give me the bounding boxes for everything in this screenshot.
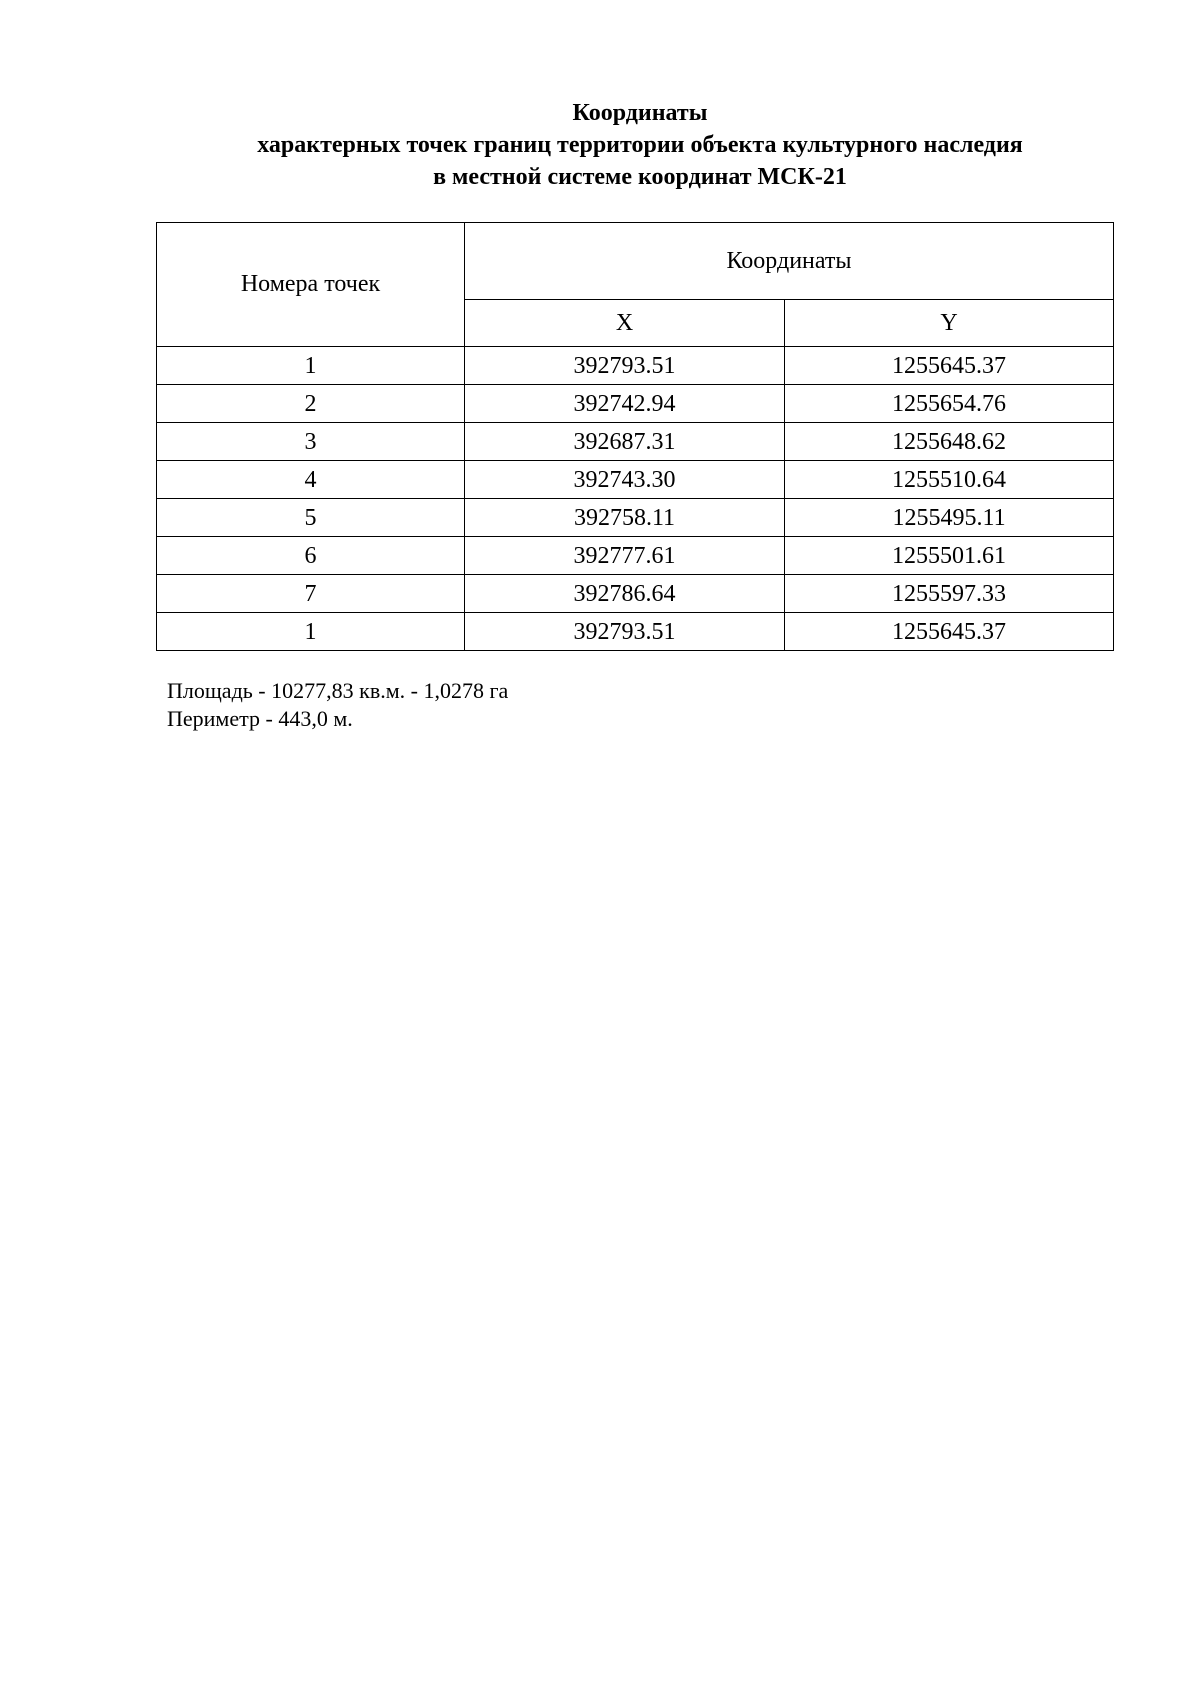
y-coordinate-cell: 1255510.64: [785, 461, 1114, 499]
table-body: [157, 347, 1114, 651]
header-coordinates: Координаты: [465, 223, 1114, 300]
x-coordinate-cell: 392793.51: [465, 347, 785, 385]
point-number-cell: 4: [157, 461, 465, 499]
point-number-cell: 5: [157, 499, 465, 537]
table-row: [157, 461, 1114, 499]
title-line-2: характерных точек границ территории объекта культурного наследия: [257, 132, 1023, 158]
title-line-1: Координаты: [572, 100, 708, 126]
y-coordinate-cell: 1255654.76: [785, 385, 1114, 423]
y-coordinate-cell: 1255501.61: [785, 537, 1114, 575]
coordinates-table: [156, 222, 1114, 651]
point-number-cell: 1: [157, 613, 465, 651]
area-text: Площадь - 10277,83 кв.м. - 1,0278 га: [167, 678, 509, 703]
table-row: [157, 537, 1114, 575]
summary-block: [167, 677, 508, 733]
document-title: [0, 97, 1200, 193]
title-line-3: в местной системе координат МСК-21: [433, 164, 847, 190]
y-coordinate-cell: 1255597.33: [785, 575, 1114, 613]
x-coordinate-cell: 392742.94: [465, 385, 785, 423]
x-coordinate-cell: 392777.61: [465, 537, 785, 575]
y-coordinate-cell: 1255648.62: [785, 423, 1114, 461]
y-coordinate-cell: 1255495.11: [785, 499, 1114, 537]
y-coordinate-cell: 1255645.37: [785, 613, 1114, 651]
x-coordinate-cell: 392687.31: [465, 423, 785, 461]
point-number-cell: 3: [157, 423, 465, 461]
x-coordinate-cell: 392743.30: [465, 461, 785, 499]
table-row: [157, 347, 1114, 385]
point-number-cell: 2: [157, 385, 465, 423]
header-y: Y: [785, 300, 1114, 347]
header-x: X: [465, 300, 785, 347]
perimeter-text: Периметр - 443,0 м.: [167, 706, 353, 731]
table-row: [157, 423, 1114, 461]
point-number-cell: 6: [157, 537, 465, 575]
x-coordinate-cell: 392786.64: [465, 575, 785, 613]
x-coordinate-cell: 392758.11: [465, 499, 785, 537]
point-number-cell: 7: [157, 575, 465, 613]
table-row: [157, 575, 1114, 613]
header-point-numbers: Номера точек: [157, 223, 465, 347]
y-coordinate-cell: 1255645.37: [785, 347, 1114, 385]
table-row: [157, 385, 1114, 423]
point-number-cell: 1: [157, 347, 465, 385]
table-row: [157, 499, 1114, 537]
table-row: [157, 613, 1114, 651]
x-coordinate-cell: 392793.51: [465, 613, 785, 651]
